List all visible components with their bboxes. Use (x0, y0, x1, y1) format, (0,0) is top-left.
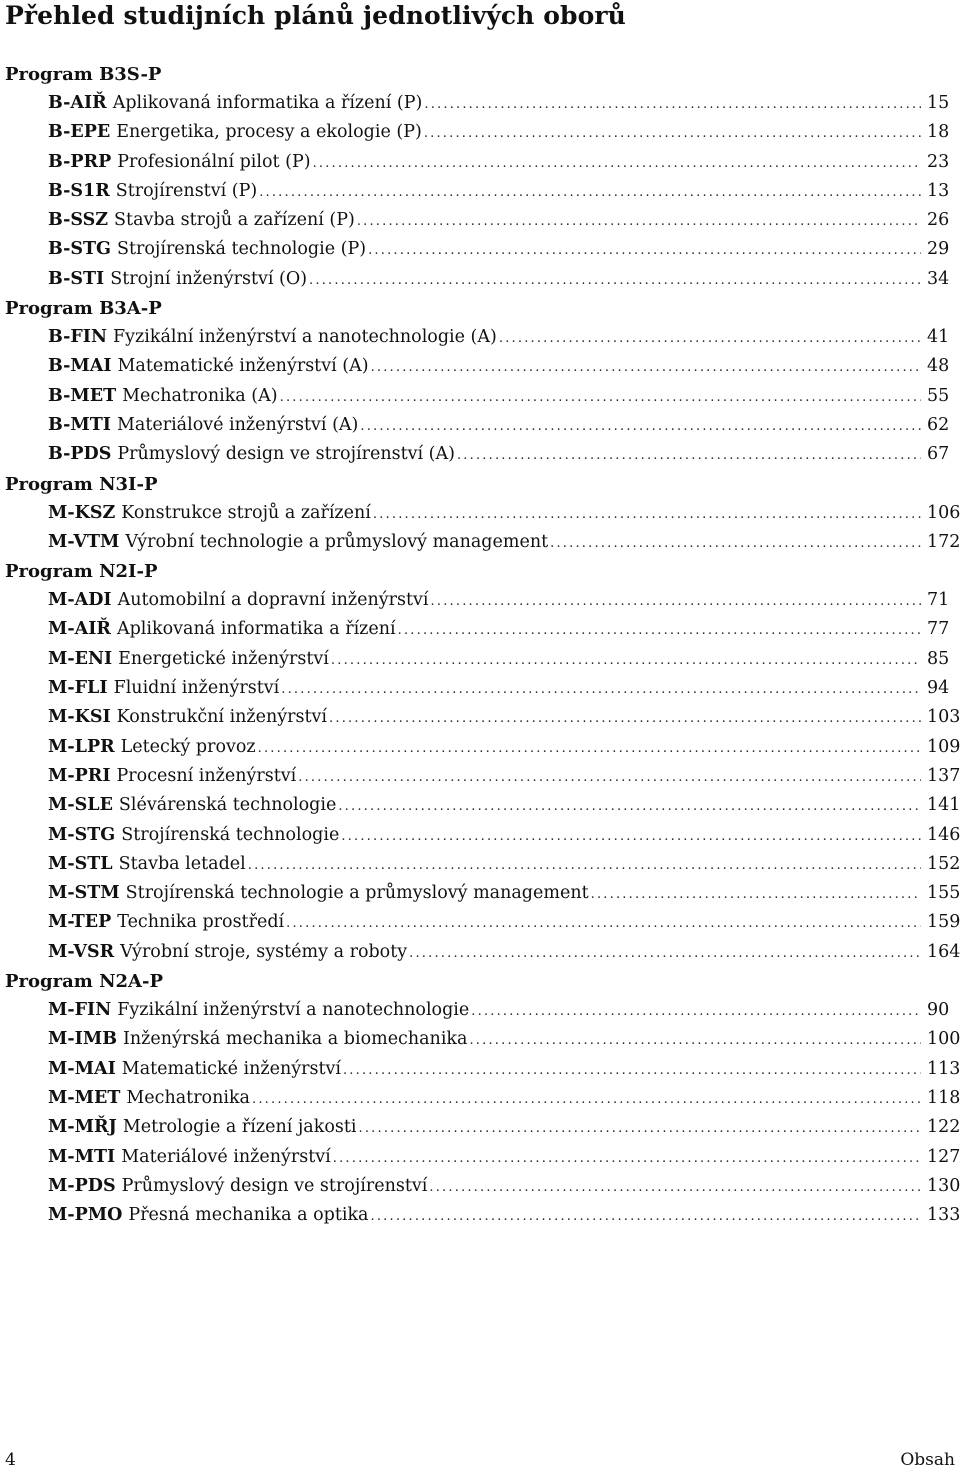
entry-name: Výrobní technologie a průmyslový management (125, 531, 549, 552)
entry-page-number: 34 (927, 268, 950, 289)
dot-leader (398, 616, 921, 645)
entry-page-number: 146 (927, 824, 960, 845)
dot-leader (343, 1056, 921, 1085)
entry-code: M-KSI (48, 707, 111, 728)
entry-page-number: 77 (927, 619, 950, 640)
dot-leader (360, 412, 921, 441)
entry-code: B-MTI (48, 414, 111, 435)
entry-name: Fyzikální inženýrství a nanotechnologie (A) (113, 327, 497, 348)
entry-name: Slévárenská technologie (118, 795, 337, 816)
dot-leader (286, 909, 921, 938)
entry-code: M-IMB (48, 1029, 117, 1050)
toc-entry[interactable] (5, 118, 949, 147)
entry-page-number: 13 (927, 180, 950, 201)
entry-code: M-PDS (48, 1175, 116, 1196)
entry-code: B-AIŘ (48, 93, 107, 113)
entry-code: M-MAI (48, 1058, 116, 1079)
entry-page-number: 172 (927, 531, 960, 552)
dot-leader (371, 353, 921, 382)
dot-leader (341, 822, 921, 851)
entry-name: Mechatronika (126, 1087, 250, 1108)
dot-leader (338, 792, 921, 821)
entry-page-number: 71 (927, 590, 950, 611)
entry-page-number: 113 (927, 1058, 960, 1079)
dot-leader (424, 90, 921, 119)
toc-entry[interactable] (5, 528, 960, 557)
toc-entry[interactable] (5, 1055, 960, 1084)
toc-entry[interactable] (5, 1201, 960, 1230)
entry-page-number: 94 (927, 678, 950, 699)
entry-page-number: 152 (927, 853, 960, 874)
entry-page-number: 100 (927, 1029, 960, 1050)
entry-page-number: 103 (927, 707, 960, 728)
dot-leader (368, 236, 921, 265)
dot-leader (457, 441, 921, 470)
entry-code: B-S1R (48, 180, 110, 201)
toc-entry[interactable] (5, 938, 960, 967)
entry-page-number: 109 (927, 736, 960, 757)
entry-page-number: 155 (927, 883, 960, 904)
entry-page-number: 41 (927, 327, 950, 348)
dot-leader (252, 1085, 921, 1114)
entry-name: Strojní inženýrství (O) (110, 268, 308, 289)
toc-entry[interactable] (5, 821, 960, 850)
entry-page-number: 106 (927, 502, 960, 523)
entry-code: M-TEP (48, 912, 112, 933)
toc-entry[interactable] (5, 733, 960, 762)
entry-page-number: 90 (927, 1000, 950, 1021)
dot-leader (591, 880, 921, 909)
entry-code: B-FIN (48, 327, 107, 348)
entry-name: Profesionální pilot (P) (117, 151, 311, 172)
dot-leader (431, 587, 921, 616)
entry-code: M-VSR (48, 941, 115, 962)
toc-entry[interactable] (5, 1025, 960, 1054)
program-heading: Program B3A-P (5, 298, 162, 320)
dot-leader (409, 939, 921, 968)
toc-entry[interactable] (5, 323, 949, 352)
program-heading: Program N3I-P (5, 473, 158, 495)
entry-name: Přesná mechanika a optika (128, 1205, 369, 1226)
entry-code: B-MAI (48, 356, 112, 377)
entry-page-number: 159 (927, 912, 960, 933)
dot-leader (373, 500, 921, 529)
entry-name: Inženýrská mechanika a biomechanika (122, 1029, 468, 1050)
dot-leader (424, 119, 921, 148)
dot-leader (280, 383, 921, 412)
dot-leader (258, 734, 921, 763)
entry-name: Výrobní stroje, systémy a roboty (120, 941, 408, 962)
entry-name: Matematické inženýrství (121, 1058, 341, 1079)
entry-name: Metrologie a řízení jakosti (122, 1117, 357, 1138)
toc-entry[interactable] (5, 206, 949, 235)
entry-code: M-ENI (48, 648, 113, 669)
footer-page-number: 4 (5, 1450, 16, 1470)
footer-section-title: Obsah (900, 1450, 955, 1470)
program-heading: Program N2A-P (5, 971, 164, 993)
entry-code: M-MŘJ (48, 1117, 117, 1138)
entry-code: B-PRP (48, 151, 112, 172)
entry-name: Strojírenská technologie (121, 824, 340, 845)
entry-page-number: 118 (927, 1087, 960, 1108)
entry-page-number: 48 (927, 356, 950, 377)
entry-name: Strojírenská technologie a průmyslový management (125, 883, 589, 904)
dot-leader (333, 1144, 921, 1173)
entry-name: Materiálové inženýrství (A) (116, 414, 359, 435)
entry-name: Procesní inženýrství (116, 765, 297, 786)
program-heading: Program B3S-P (5, 64, 162, 85)
dot-leader (469, 1026, 921, 1055)
dot-leader (550, 529, 921, 558)
entry-page-number: 55 (927, 385, 950, 406)
dot-leader (371, 1202, 922, 1231)
entry-page-number: 26 (927, 210, 950, 231)
dot-leader (298, 763, 921, 792)
toc-entry[interactable] (5, 1113, 960, 1142)
entry-page-number: 67 (927, 444, 950, 465)
entry-code: M-STL (48, 853, 113, 874)
toc-entry[interactable] (5, 440, 949, 469)
entry-code: M-FIN (48, 1000, 112, 1021)
entry-page-number: 85 (927, 648, 950, 669)
toc-entry[interactable] (5, 177, 949, 206)
toc-entry[interactable] (5, 235, 949, 264)
toc-entry[interactable] (5, 791, 960, 820)
toc-entry[interactable] (5, 265, 949, 294)
entry-code: B-SSZ (48, 210, 109, 231)
toc-entry[interactable] (5, 382, 949, 411)
dot-leader (357, 207, 921, 236)
toc-entry[interactable] (5, 996, 949, 1025)
entry-name: Stavba strojů a zařízení (P) (114, 210, 355, 231)
entry-name: Letecký provoz (120, 736, 256, 757)
entry-page-number: 130 (927, 1175, 960, 1196)
toc-entry[interactable] (5, 148, 949, 177)
entry-page-number: 15 (927, 93, 950, 113)
entry-name: Energetika, procesy a ekologie (P) (116, 122, 422, 143)
entry-name: Strojírenství (P) (115, 180, 258, 201)
entry-name: Strojírenská technologie (P) (117, 239, 367, 260)
entry-code: M-FLI (48, 678, 108, 699)
dot-leader (329, 704, 921, 733)
entry-code: M-MET (48, 1087, 121, 1108)
dot-leader (248, 851, 921, 880)
entry-code: M-KSZ (48, 502, 116, 523)
toc-entry[interactable] (5, 850, 960, 879)
entry-name: Průmyslový design ve strojírenství (121, 1175, 428, 1196)
entry-code: M-LPR (48, 736, 115, 757)
toc-entry[interactable] (5, 586, 949, 615)
entry-name: Konstrukční inženýrství (116, 707, 328, 728)
entry-page-number: 127 (927, 1146, 960, 1167)
entry-page-number: 133 (927, 1205, 960, 1226)
entry-page-number: 18 (927, 122, 950, 143)
toc-entry[interactable] (5, 615, 949, 644)
toc-entry[interactable] (5, 674, 949, 703)
toc-entry[interactable] (5, 89, 949, 118)
toc-entry[interactable] (5, 499, 960, 528)
entry-name: Automobilní a dopravní inženýrství (117, 590, 429, 611)
entry-name: Matematické inženýrství (A) (117, 356, 369, 377)
entry-name: Průmyslový design ve strojírenství (A) (117, 444, 455, 465)
entry-page-number: 141 (927, 795, 960, 816)
toc-entry[interactable] (5, 908, 960, 937)
entry-page-number: 164 (927, 941, 960, 962)
dot-leader (499, 324, 921, 353)
entry-name: Fyzikální inženýrství a nanotechnologie (117, 1000, 470, 1021)
entry-code: M-STG (48, 824, 116, 845)
toc-entry[interactable] (5, 411, 949, 440)
dot-leader (313, 149, 921, 178)
toc-entry[interactable] (5, 1172, 960, 1201)
entry-code: M-MTI (48, 1146, 116, 1167)
program-heading: Program N2I-P (5, 561, 158, 583)
dot-leader (281, 675, 921, 704)
entry-name: Aplikovaná informatika a řízení (P) (112, 93, 423, 113)
entry-name: Technika prostředí (117, 912, 285, 933)
entry-page-number: 122 (927, 1117, 960, 1138)
dot-leader (309, 266, 921, 295)
page-title: Přehled studijních plánů jednotlivých oborů (5, 1, 626, 30)
entry-code: M-STM (48, 883, 120, 904)
entry-name: Energetické inženýrství (118, 648, 329, 669)
entry-name: Fluidní inženýrství (113, 678, 280, 699)
dot-leader (429, 1173, 921, 1202)
entry-code: B-PDS (48, 444, 112, 465)
table-of-contents (5, 60, 960, 1230)
dot-leader (358, 1114, 921, 1143)
entry-code: B-EPE (48, 122, 111, 143)
entry-page-number: 137 (927, 765, 960, 786)
dot-leader (259, 178, 921, 207)
entry-page-number: 29 (927, 239, 950, 260)
toc-entry[interactable] (5, 703, 960, 732)
toc-entry[interactable] (5, 352, 949, 381)
toc-entry[interactable] (5, 645, 949, 674)
toc-entry[interactable] (5, 1143, 960, 1172)
entry-name: Stavba letadel (118, 853, 246, 874)
entry-code: M-ADI (48, 590, 112, 611)
entry-code: M-VTM (48, 531, 120, 552)
toc-entry[interactable] (5, 762, 960, 791)
entry-code: M-PRI (48, 765, 111, 786)
entry-code: B-STI (48, 268, 105, 289)
dot-leader (471, 997, 921, 1026)
entry-code: M-SLE (48, 795, 113, 816)
entry-name: Aplikovaná informatika a řízení (116, 619, 396, 640)
entry-name: Materiálové inženýrství (121, 1146, 331, 1167)
entry-page-number: 62 (927, 414, 950, 435)
entry-name: Mechatronika (A) (122, 385, 278, 406)
entry-name: Konstrukce strojů a zařízení (121, 502, 371, 523)
entry-page-number: 23 (927, 151, 950, 172)
toc-entry[interactable] (5, 879, 960, 908)
entry-code: M-AIŘ (48, 619, 111, 640)
entry-code: M-PMO (48, 1205, 123, 1226)
toc-entry[interactable] (5, 1084, 960, 1113)
dot-leader (331, 646, 921, 675)
entry-code: B-STG (48, 239, 111, 260)
entry-code: B-MET (48, 385, 117, 406)
